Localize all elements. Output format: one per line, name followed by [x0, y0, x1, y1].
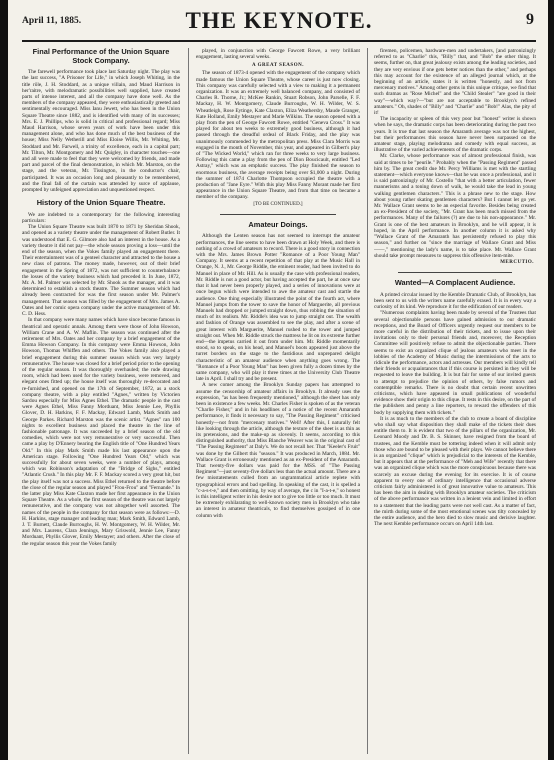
- paragraph: Although the Lenten season has not seemed to interrupt the amateur performances, the line seems to have been drawn at Holy Week, and there is nothing of a crowd of amateurs to record. There is a good story in connection with the Mrs. James Brown Potter "Romance of a Poor Young Man" Company. It seems at a recent repetition of that play at the Music Hall in Orange, N. J., Mr. George Riddle, the eminent reader, had been invited to do Manuel in place of Mr. Hill. As is usually the case with professional readers, Mr. Riddle is not a good actor, but having accepted the part, he at once saw that it had never been properly played, and a series of innovations were at once begun which were intended to awe the amateur cast and startle the audience. One thing especially illustrated the point of the fourth act, where Manuel jumps from the tower to save the honor of Marguerite, all previous Manuels had dropped or jumped straight down, thus robbing the situation of much of its realism. Mr. Riddle's idea was to jump straight out. The wealth and fashion of Orange was assembled to see the play, and after a scene of great interest with Marguerite, Manuel rushed to the tower and jumped straight out. When Mr. Riddle struck the mattress he lit on its extreme further end—the impetus carried it out from under him. Mr. Riddle momentarily stood, so to speak, on his head, and Manuel's boots appeared just above the turret borders on the stage to the fastidious and unprepared delight characteristic of an amateur audience when anything goes wrong. The "Romance of a Poor Young Man" has been given fully a dozen times by the same company, who will play it three times at the University Club Theatre late in April. I shall try and be present.: [196, 233, 360, 383]
- paragraph: played, in conjunction with George Fawcett Rowe, a very brilliant engagement, lasting several weeks.: [196, 48, 360, 61]
- continued-note: [TO BE CONTINUED.]: [253, 201, 303, 207]
- issue-date: April 11, 1885.: [22, 16, 82, 26]
- right-scan-edge: [548, 0, 554, 760]
- paragraph: It is as much to the members of the club to create a board of discipline who shall say what disposition they shall make of the tickets their dues entitle them to. It is evident that two of the pillars of the organization, Mr. Leonard Moody and Dr. B. S. Skinner, have resigned from the board of trustees, and the Kemble must be tottering indeed when it will admit only those who are bound to be pleased with their plays. We cannot believe there is an organized "clique" which is prejudicial to the interests of the Kemble, but it appears that at the performance of "Meh and Wife" recently that there was an organized clique which was the more conspicuous because there was scarcely an excuse during the evening for its exercise. It is of course apparent to every one of ordinary intelligence that occasional adverse criticism fairly administered is of great innovative value to amateurs. This has been the aim in dealing with Brooklyn amateur societies. The criticism of the above performance was written in a lenient vein and limited in effort to a statement that the leading parts were not well cast. As a matter of fact, the mirth during some of the most emotional scenes was tilty concealed by the entire audience, and the hero died to slow music and derisive laughter. The next Kemble performance occurs on April 14th last.: [374, 415, 536, 528]
- paragraph: Mr. Clarke, whose performance was of almost professional finish, was said at times to be "peurile." Probably when the "Passing Regiment" passed him by. The great credit due Mr. Percy Williams is met with the startling statement—which everyone knows—that he was once a professional, and it is said patronizingly of Mr. Costello "that with a better articulation, fewer mannerisms and a toning down of walk, he would take the lead in young walking gentlemen characters." This is a phrase new to the stage. How about young rather skating gentlemen characters? But I cannot let go yet. Mr. Wallace Grant seems to be an especial favorite. Besides being created an ex-President of the society, "Mr. Grant has been much missed from the performances. Many of the failures (?) are due to his non-appearance." Mr. Grant is one of the best amateurs in Brooklyn, and he will appear, it is hoped, in the April performance. In another column it is asked why "Wallace Grant of the Amaranth has persistently refused to play this season," and further on "since the marriage of Wallace Grant and Miss ——," mentioning the lady's name, is to take place. Mr. Wallace Grant should take prompt measures to suppress this offensive item-mite.: [374, 153, 536, 259]
- paragraph: A new comer among the Brooklyn Sunday papers has attempted to assume the censorship of amateur affairs in Brooklyn. It already uses the expression, "as has been frequently mentioned," although the sheet has only been in existence a few weeks. Mr. Charles Fisher is spoken of as the veteran "Charlie Fisher," and in his headlines of a notice of the recent Amaranth performance, it finds it necessary to say, "The Passing Regiment" criticised honestly—not from "mercenary motives." Well! After this, I naturally felt like looking through the article, although the texture of the sheet is as thin as its pretensions, and the make-up as slovenly. It seems, according to this distinguished authority, that Miss Blanche Weaver was in the original cast of "The Passing Regiment" at Daly's. We do not recall her. That "Keeler's Fruit" was done by the Gilbert this "season." It was produced in March, 1884. Mr. Wallace Grant is erroneously mentioned as an ex-President of the Amaranth. That twenty-five dollars was paid for the MSS. of "The Passing Regiment"—just seventy-five dollars less than the actual amount. There are a few misstatements culled from an ungrammatical article replete with typographical errors and bad spelling. In speaking of the cast, it is spelled a "c-a-s-t-e," and then omitting, by way of average, the c in "I-a-t-e," so honest is this intelligent writer in his desire not to give too little or too much. It must be extremely exhilarating to well-known society men in Brooklyn who take an interest in amateur theatricals, to find themselves gossiped of in one column with: [196, 382, 360, 519]
- paragraph: firemen, policemen, hardware-men and undertakers, [and patronizingly referred to as "Charlie" this, "Billy" that, and "Bob" the other thing. It seems, further on, that great jealousy exists among the leading societies, and they are very envious if one gets better notices than the other," and perhaps this may account for the existence of an alleged journal which, at the beginning of an article, states it is written "honestly, and not from mercenary motives." Among other gems in this unique critique, we find that such dramas as "Rose Michel" and the "Child Stealer" "are good in their way"—which way?—"but are not acceptable to Brooklyn's refined amateurs." Oh, shades of "Billy" and "Charlie" and "Bob!" Alas, the pity of it!: [374, 48, 536, 117]
- subheading: A GREAT SEASON.: [252, 63, 304, 69]
- page-header: [22, 6, 536, 40]
- paragraph: The Union Square Theatre was built 1870 to 1871 by Sheridan Shook, and opened as a variety theatre under the management of Robert Butler. It was understood that E. G. Gilmore also had an interest in the house. As a variety theatre it did not pay—the whole season proving a loss—until the end of the season, when the Vokes family played an engagement there. Their entertainment was of a genteel character and attracted to the house a new class of patrons. The money made, however, out of their brief engagement in the Spring of 1872, was not sufficient to counterbalance the losses of the variety business which had preceded it. In June, 1872, Mr. A. M. Palmer was selected by Mr. Shook as the manager, and it was determined to establish a stock theatre. The Summer season which had already been contracted for was the first season under Mr. Palmer's management. That season was filled by the engagement of Mrs. James A. Oates and her comic opera company under the active management of Mr. C. D. Hess.: [22, 224, 180, 318]
- paragraph: A printed circular issued by the Kemble Dramatic Club, of Brooklyn, has been sent to us with the writers name carefully erased. It is in every way a curiosity of its kind. We reproduce it for the edification of our readers.: [374, 291, 536, 311]
- paragraph: In that company were many names which have since become famous in theatrical and operatic annals. Among them were those of John Howson, William Crane and A. W. Maflin. The season was continued after the retirement of Mrs. Oates and her company by a brief engagement of the Emma Howson Company. In this company were Emma Howson, John Howson, Thomas Whiffen and others. The Vokes family also played a brief engagement during this summer season which was very largely remunerative. The house was closed for a brief period prior to the opening of the regular season. It was thoroughly overhauled; the rude drawing room, which had been used for the variety business, were removed, and elegant ones fitted up; the house itself was thoroughly re-decorated and re-furnished, and opened on the 17th of September, 1872, as a stock company theatre, with a play entitled "Agnes," written by Victorien Sardou especially for Miss Agnes Ethel. The dramatic people in the cast were Agnes Ethel, Miss Fanny Morduant, Miss Jennie Lee, Phyllis Glover, D. H. Harkins, F. F. Mackay, Edward Lamb, Mark Smith and George Parkes. Richard Marston was the scenic artist. "Agnes" ran 100 nights to excellent business and placed the theatre in the line of fashionable patronage. It was succeeded by a brief season of the old comedies, which were not very remunerative or very successful. Then came a play by D'Ennery bearing the English title of "One Hundred Years Old." In this play Mark Smith made his last appearance upon the American stage. Following "One Hundred Years Old," which was successfully for about seven weeks, were a number of plays, among which was Robinson's adaptation of the "Bridge of Sighs," entitled "Atlantic Crush." In this play Mr. F. F. Mackay scored a very great hit, but the play itself was not a success. Miss Ethel returned to the theatre before the close of the regular season and played "Frou-Frou" and "Fernande." In the latter play Miss Kate Claxton made her first appearance in the Union Square Theatre. As a whole, the first season of the theatre was not largely remunerative, and the company was not altogether well assorted. The names of the people in the company for that season were as follows:—D. H. Harkins, stage manager and leading man; Mark Smith, Edward Lamb, J. T. Burnett, Claude Burroughs, H. W. Montgomery, W. H. Wilder, Mr. and Mrs. Laurens, Clara Jennings, Mary Griswold, Jennie Lee, Fanny Morduant, Phyllis Glover, Emily Mestayer; and others. After the close of the regular season this year the Vokes family: [22, 317, 180, 547]
- masthead-title: THE KEYNOTE.: [185, 8, 373, 33]
- paragraph: The farewell performance took place last Saturday night. The play was the last success, "A Prisoner for Life," in which Joseph Whiting, in the title rôle, J. H. Stoddard, as a unique villain, and Maud Harrison in her'raitre, with melodramatic possibilities well supplied, have created parts of intense interest, and all the company have done well. As the members of the company appeared, they were enthusiastically greeted and sentimentally encouraged. Miss Ianu Jewett, who has been in the Union Square Theatre since 1882, and is identified with many of its successes; Mrs. E. J. Phillips, who is solid in critical and professional regard; Miss Maud Harrison, whose seven years of work have been under this management alone, and who has done much of the best business of the house; Miss Nelly Wetherill and Miss Eloise Willis, Mr. Whiting, Mr. Stoddard and Mr. Farwell, a trinity of excellence, each in a capital part; Mr. Tilton, Mr. Montgomery and Mr. Quigley, in character touches—one and all were made to feel that they were welcomed by friends, and made part and parcel of the final demonstration, in which Mr. Marston, on the stage, and the veteran, Mr. Tissington, in the conductor's chair, participated. It was an occasion long and pleasantly to be remembered, and the final fall of the curtain was attended by surce of applause, prompted by unfeigned appreciation and unquestioned respect.: [22, 69, 180, 194]
- paragraph: The season of 1873-4 opened with the engagement of the company which made famous the Union Square Theatre, whose career is just now closing. This company was carefully selected with a view to making it a permanent organization. It was an extremely well balanced company, and consisted of Charles R. Thorne, Jr.; McKee Rankin, Stuart Robson, John Parselle, F. F. Mackay, H. W. Montgomery, Claude Burroughs, W. H. Wilder, W. S. Wheatleigh, Rose Eytinge, Kate Claxton, Eliza Weathersby, Maude Granger, Kate Holland, Emily Mestayer and Marie Wilkins. The season opened with a play from the pen of George Fawcett Rowe, entitled "Geneva Cross." It was played for about ten weeks to extremely good business, although it had passed through the dreadful ordeal of Black Friday, and the play was unanimously commended by the metropolitan press. Miss Clara Morris was engaged in the month of November, this year, and appeared in Gilbert's play of "The Wicked World," which ran for three weeks to very large business. Following this came a play from the pen of Dion Boucicault, entitled "Led Astray," which was an emphatic success. The play finished the season to enormous business, the average receipts being over $1,000 a night. During the summer of 1874 Charlotte Thompson occupied the theatre with a production of "Jane Eyre." With this play Miss Fanny Morant made her first appearance in the Union Square Theatre, and from that time on became a member of the company.: [196, 70, 360, 201]
- article-heading: Amateur Doings.: [248, 219, 308, 229]
- article-heading: History of the Union Square Theatre.: [36, 198, 166, 208]
- column-divider: [367, 48, 368, 754]
- paragraph: "Numerous complaints having been made by several of the Trustees that several objectionable persons have gained admission to our dramatic receptions, and the Board of Officers urgently request our members to be more careful in the distribution of their tickets, and to issue upon their invitations only to their personal friends and, moreover, the Reception Committee will positively refuse to admit the objectionable parties. There seems to exist an organized clique of jealous amateurs who meet in the lobbies of the Academy of Music during the intermissions of the acts to ridicule the performance, actors and actresses. Our members will kindly tell their friends or acquaintances that if this course is persisted in they will be requested to leave the building. It is but fair for some of our invited guests to attempt to prejudice the opinion of others, by false rumors and contemptible remarks. There is no doubt that certain recent unwritten criticisms, which have appeared in small publications of wonderful evidence show their origin to this clique. It rests in this desire, on the part of the publishers and penny a line reporters, to reward the offenders of this body by supplying them with tickets.": [374, 310, 536, 416]
- author-signature: MERCUTIO.: [500, 259, 534, 265]
- paragraph: We are indebted to a contemporary for the following interesting particulars:: [22, 211, 180, 225]
- column-right: [374, 48, 536, 754]
- article-heading: Wanted—A Complacent Audience.: [394, 278, 516, 288]
- page-number: 9: [526, 11, 534, 28]
- column-left: [22, 48, 180, 754]
- section-divider: [398, 272, 512, 273]
- header-rule: [22, 40, 536, 42]
- left-scan-edge: [0, 0, 8, 760]
- paragraph: The incapacity or spleen of this very poor but "honest" writer is shown when he says, the dramatic corps has been deteriorating during the past two years. It is true that last season the Amaranth average was not the highest, but their performances this season have never been surpassed on the amateur stage, playing melodrama and comedy with equal success, as illustrative of the varied achievements of the dramatic corps.: [374, 116, 536, 154]
- section-divider: [220, 214, 336, 215]
- column-divider: [188, 48, 189, 754]
- column-middle: [196, 48, 360, 754]
- article-heading: Final Performance of the Union Square Stock Company.: [32, 48, 170, 65]
